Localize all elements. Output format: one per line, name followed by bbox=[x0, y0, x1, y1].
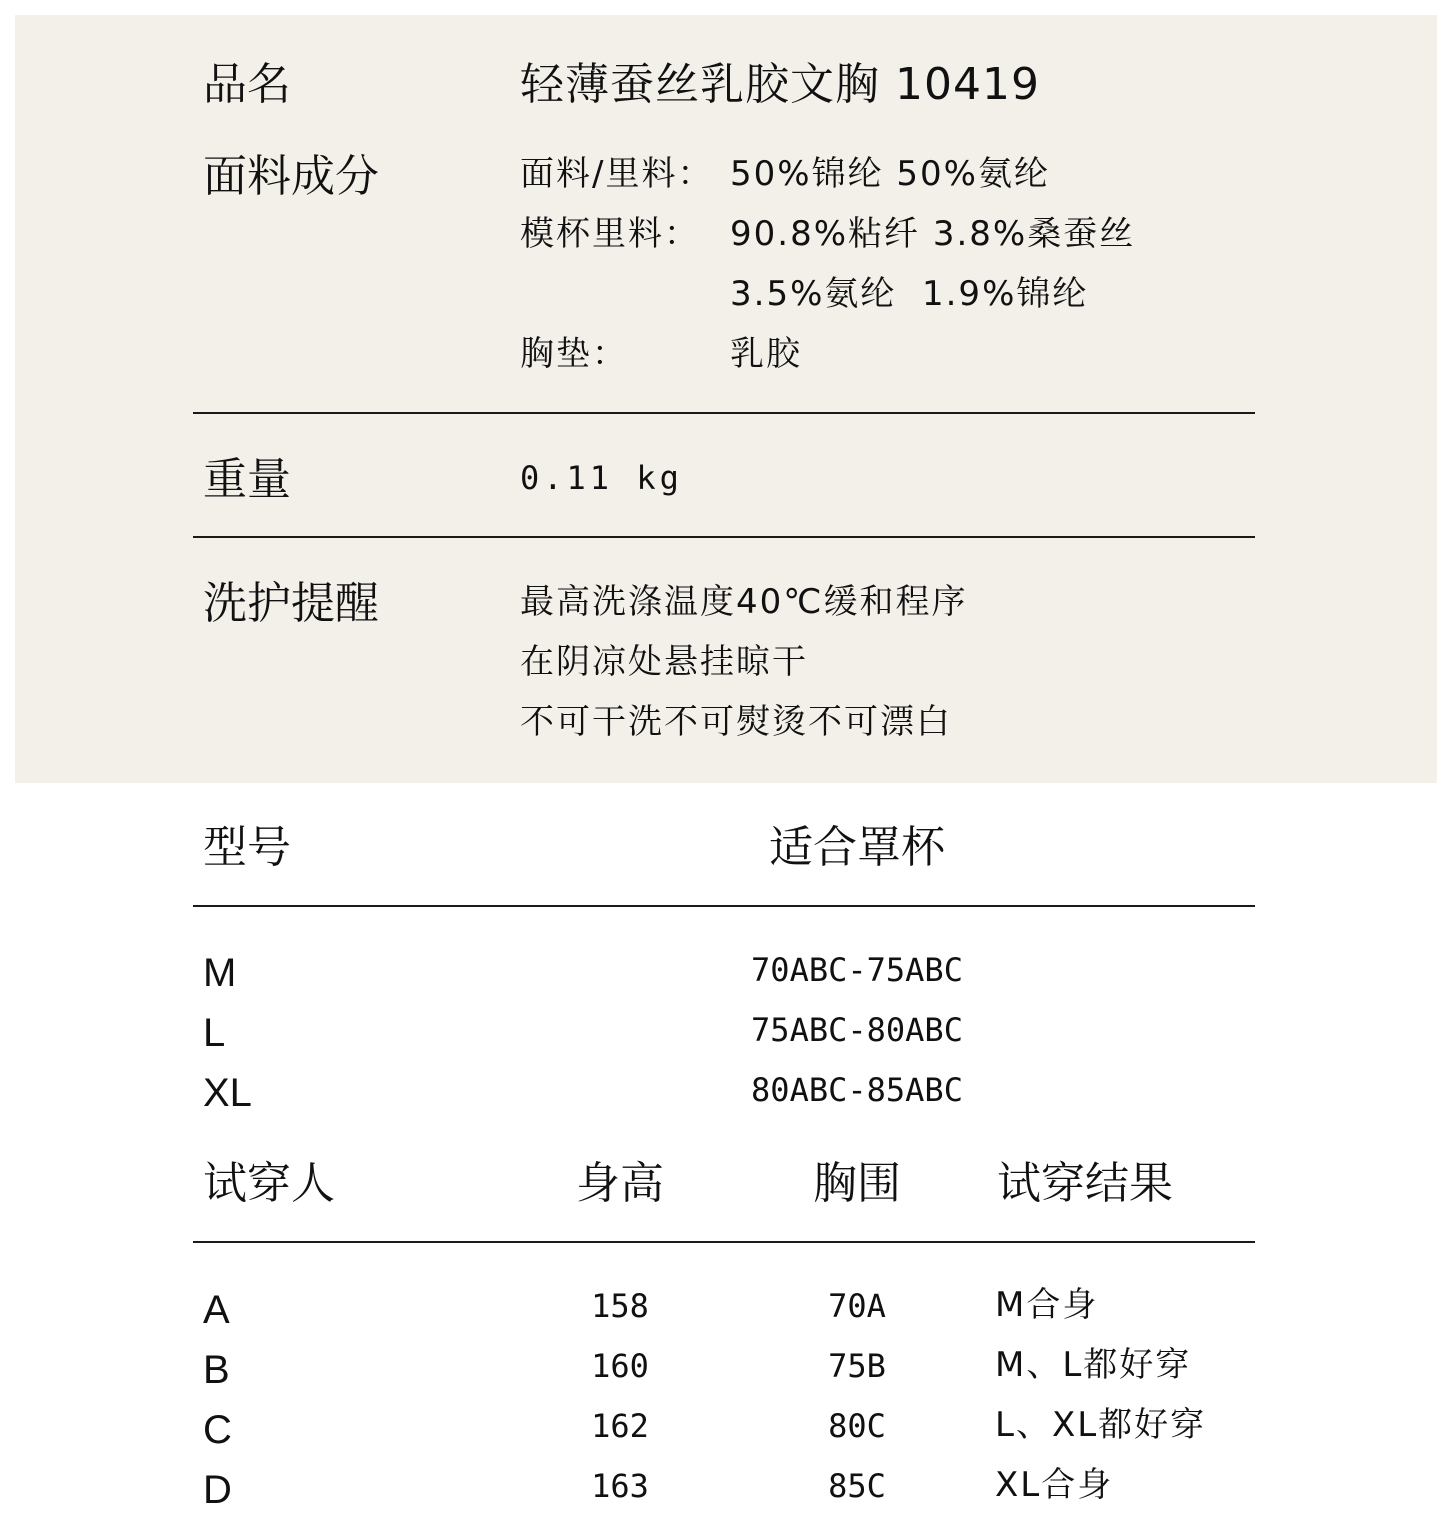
fabric-row-key: 模杯里料： bbox=[520, 214, 700, 254]
trial-row-person: D bbox=[203, 1468, 232, 1512]
fabric-row-key: 面料/里料： bbox=[520, 154, 714, 194]
fabric-label: 面料成分 bbox=[203, 151, 379, 202]
trial-row-bust: 80C bbox=[828, 1407, 886, 1445]
divider bbox=[193, 412, 1255, 414]
size-header-model: 型号 bbox=[203, 822, 291, 873]
trial-row-height: 158 bbox=[591, 1287, 649, 1325]
size-header-cup: 适合罩杯 bbox=[769, 822, 945, 873]
trial-row-person: A bbox=[203, 1288, 230, 1332]
trial-row-bust: 85C bbox=[828, 1467, 886, 1505]
trial-row-result: M合身 bbox=[995, 1285, 1099, 1325]
product-name-value: 轻薄蚕丝乳胶文胸 10419 bbox=[520, 59, 1040, 110]
weight-value: 0.11 kg bbox=[520, 459, 683, 497]
trial-header-bust: 胸围 bbox=[813, 1158, 901, 1209]
fabric-row-key: 胸垫： bbox=[520, 334, 628, 374]
trial-row-height: 163 bbox=[591, 1467, 649, 1505]
care-line: 不可干洗不可熨烫不可漂白 bbox=[520, 702, 952, 742]
fabric-row-value: 乳胶 bbox=[730, 334, 802, 374]
size-row-cup: 75ABC-80ABC bbox=[751, 1011, 963, 1049]
divider bbox=[193, 905, 1255, 907]
care-line: 在阴凉处悬挂晾干 bbox=[520, 642, 808, 682]
product-name-label: 品名 bbox=[203, 59, 291, 110]
trial-row-result: XL合身 bbox=[995, 1465, 1114, 1505]
trial-header-person: 试穿人 bbox=[203, 1158, 335, 1209]
size-row-size: M bbox=[203, 951, 237, 995]
trial-header-height: 身高 bbox=[576, 1158, 664, 1209]
divider bbox=[193, 536, 1255, 538]
care-label: 洗护提醒 bbox=[203, 578, 379, 629]
weight-label: 重量 bbox=[203, 454, 291, 505]
trial-row-result: L、XL都好穿 bbox=[995, 1405, 1207, 1445]
size-row-cup: 80ABC-85ABC bbox=[751, 1071, 963, 1109]
divider bbox=[193, 1241, 1255, 1243]
trial-row-height: 160 bbox=[591, 1347, 649, 1385]
trial-row-result: M、L都好穿 bbox=[995, 1345, 1192, 1385]
trial-row-person: B bbox=[203, 1348, 230, 1392]
care-line: 最高洗涤温度40℃缓和程序 bbox=[520, 582, 968, 622]
fabric-row-value: 50%锦纶 50%氨纶 bbox=[730, 154, 1050, 194]
fabric-row-value: 3.5%氨纶 1.9%锦纶 bbox=[730, 274, 1089, 314]
trial-header-result: 试穿结果 bbox=[997, 1158, 1173, 1209]
trial-row-bust: 75B bbox=[828, 1347, 886, 1385]
fabric-row-value: 90.8%粘纤 3.8%桑蚕丝 bbox=[730, 214, 1136, 254]
trial-row-person: C bbox=[203, 1408, 232, 1452]
trial-row-height: 162 bbox=[591, 1407, 649, 1445]
size-row-size: L bbox=[203, 1011, 226, 1055]
size-row-cup: 70ABC-75ABC bbox=[751, 951, 963, 989]
size-row-size: XL bbox=[203, 1071, 252, 1115]
trial-row-bust: 70A bbox=[828, 1287, 886, 1325]
